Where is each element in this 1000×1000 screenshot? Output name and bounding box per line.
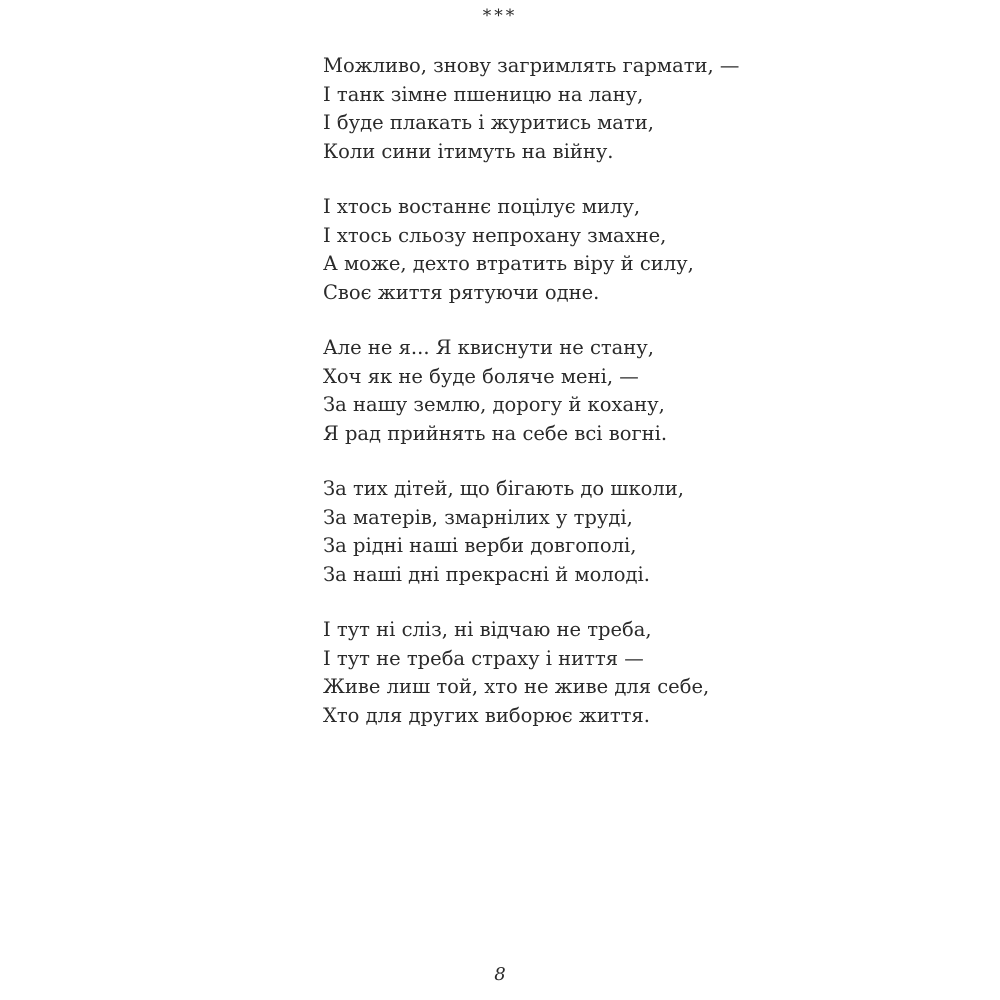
poem-line: І хтось сльозу непрохану змахне, [323, 223, 667, 247]
poem-line: За тих дітей, що бігають до школи, [323, 477, 684, 500]
poem-line: А може, дехто втратить віру й силу, [323, 252, 694, 275]
poem-line: Я рад прийнять на себе всі вогні. [323, 421, 668, 445]
poem-line: За нашу землю, дорогу й кохану, [323, 393, 665, 416]
poem-line: Але не я... Я квиснути не стану, [323, 336, 654, 359]
poem-line: І тут ні сліз, ні відчаю не треба, [323, 618, 652, 641]
stanza-5 [323, 616, 943, 730]
stanza-2 [323, 193, 943, 307]
page-number: 8 [494, 964, 506, 985]
poem-line: І хтось востаннє поцілує милу, [323, 195, 641, 218]
stanza-1 [323, 52, 943, 166]
poem-line: Хоч як не буде боляче мені, — [323, 364, 639, 388]
poem-line: Своє життя рятуючи одне. [323, 280, 600, 304]
poem-line: Живе лиш той, хто не живе для себе, [323, 675, 710, 698]
stanza-4 [323, 475, 943, 589]
stanza-3 [323, 334, 943, 448]
poem-line: Коли сини ітимуть на війну. [323, 139, 614, 163]
section-asterism: *** [482, 6, 518, 26]
poem-line: За рідні наші верби довгополі, [323, 534, 637, 557]
poem-line: Можливо, знову загримлять гармати, — [323, 54, 740, 77]
poem [323, 52, 943, 757]
poem-line: І тут не треба страху і ниття — [323, 646, 644, 670]
poem-line: Хто для других виборює життя. [323, 703, 650, 727]
poem-line: За матерів, змарнілих у труді, [323, 505, 633, 529]
poem-line: І танк зімне пшеницю на лану, [323, 82, 644, 106]
poem-line: І буде плакать і журитись мати, [323, 111, 654, 134]
poem-line: За наші дні прекрасні й молоді. [323, 562, 650, 586]
